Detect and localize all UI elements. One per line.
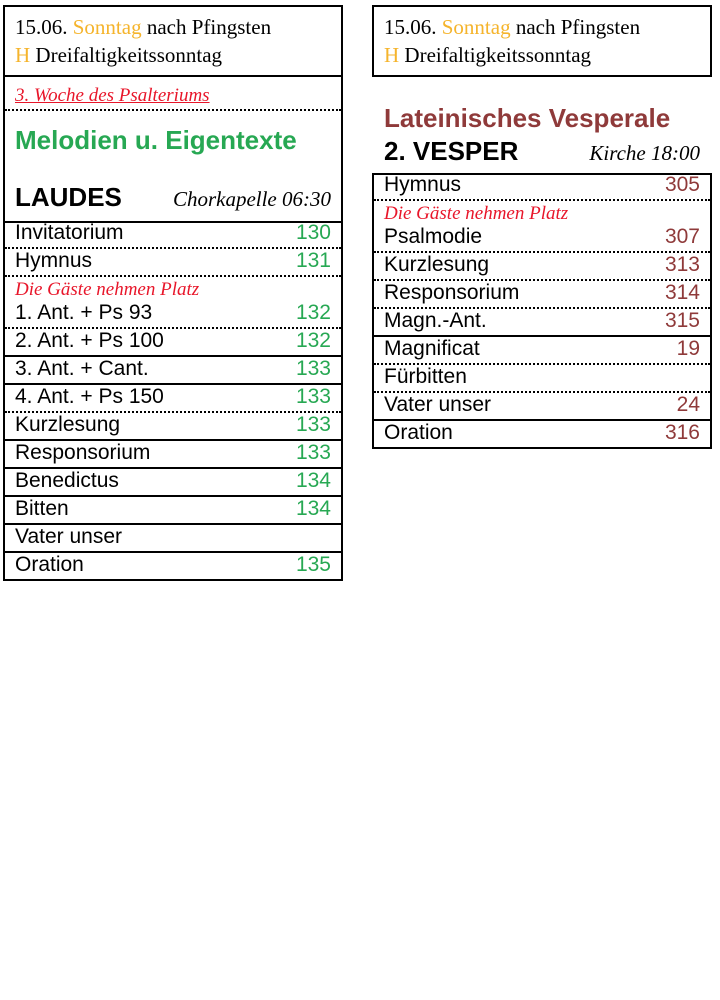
list-item: Vater unser bbox=[5, 525, 341, 553]
list-item: Responsorium 133 bbox=[5, 441, 341, 469]
list-item: Bitten 134 bbox=[5, 497, 341, 525]
list-item: Benedictus 134 bbox=[5, 469, 341, 497]
list-item: Oration 316 bbox=[374, 421, 710, 449]
list-item: Oration 135 bbox=[5, 553, 341, 581]
list-item: Fürbitten bbox=[374, 365, 710, 393]
date-line bbox=[15, 13, 331, 41]
psalter-week: 3. Woche des Psalteriums bbox=[15, 85, 210, 106]
date-suffix: nach Pfingsten bbox=[146, 15, 272, 39]
laudes-column bbox=[3, 5, 343, 581]
list-item: Magnificat 19 bbox=[374, 337, 710, 365]
list-item: Magn.-Ant. 315 bbox=[374, 309, 710, 337]
date-suffix: nach Pfingsten bbox=[515, 15, 641, 39]
section-heading bbox=[15, 182, 331, 213]
day-header bbox=[3, 5, 343, 75]
intro-block bbox=[3, 75, 343, 221]
intro-block bbox=[372, 75, 712, 173]
list-item: 4. Ant. + Ps 150 133 bbox=[5, 385, 341, 413]
vesper-column bbox=[372, 5, 712, 449]
section-place-time: Chorkapelle 06:30 bbox=[172, 187, 331, 211]
rank-letter: H bbox=[384, 43, 400, 67]
feast-name: Dreifaltigkeitssonntag bbox=[35, 43, 223, 67]
list-item: 3. Ant. + Cant. 133 bbox=[5, 357, 341, 385]
feast-name: Dreifaltigkeitssonntag bbox=[404, 43, 592, 67]
list-item: 1. Ant. + Ps 93 132 bbox=[5, 301, 341, 329]
melody-title: Melodien u. Eigentexte bbox=[15, 125, 297, 155]
list-item: Kurzlesung 133 bbox=[5, 413, 341, 441]
weekday: Sonntag bbox=[72, 15, 142, 39]
laudes-list bbox=[3, 221, 343, 581]
list-item: 2. Ant. + Ps 100 132 bbox=[5, 329, 341, 357]
list-item: Psalmodie 307 bbox=[374, 225, 710, 253]
list-item: Hymnus 131 bbox=[5, 249, 341, 277]
section-title: 2. VESPER bbox=[384, 136, 519, 166]
list-item: Invitatorium 130 bbox=[5, 221, 341, 249]
section-heading bbox=[384, 136, 700, 167]
rank-letter: H bbox=[15, 43, 31, 67]
feast-line bbox=[384, 41, 700, 69]
date: 15.06. bbox=[15, 15, 68, 39]
weekday: Sonntag bbox=[441, 15, 511, 39]
book-title: Lateinisches Vesperale bbox=[384, 103, 671, 133]
day-header bbox=[372, 5, 712, 75]
vesper-list bbox=[372, 173, 712, 449]
list-item: Hymnus 305 bbox=[374, 173, 710, 201]
feast-line bbox=[15, 41, 331, 69]
list-item: Responsorium 314 bbox=[374, 281, 710, 309]
list-item: Kurzlesung 313 bbox=[374, 253, 710, 281]
guest-note: Die Gäste nehmen Platz bbox=[384, 203, 569, 224]
list-item: Vater unser 24 bbox=[374, 393, 710, 421]
date-line bbox=[384, 13, 700, 41]
guest-note: Die Gäste nehmen Platz bbox=[15, 279, 200, 300]
date: 15.06. bbox=[384, 15, 437, 39]
section-title: LAUDES bbox=[15, 182, 122, 212]
section-place-time: Kirche 18:00 bbox=[589, 141, 700, 165]
